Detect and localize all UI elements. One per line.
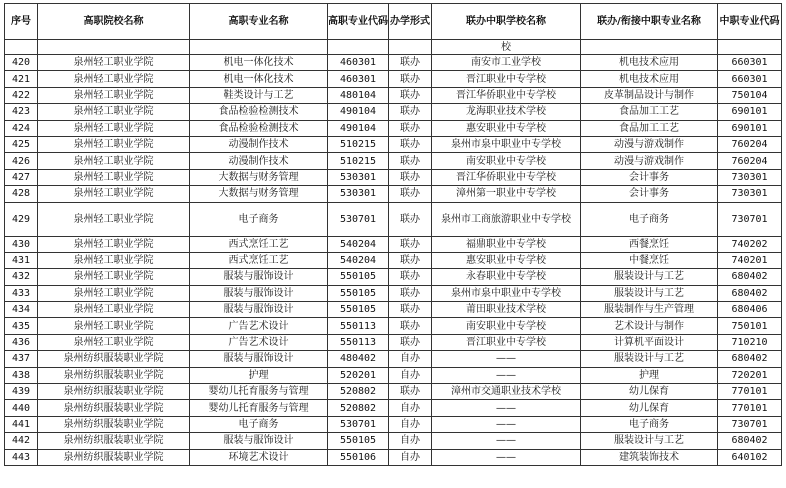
cell-sec-code: 660301 (718, 55, 782, 71)
cell-school: 泉州轻工职业学院 (38, 136, 190, 152)
cell-sec-major: 建筑装饰技术 (581, 449, 718, 465)
cell-code: 550113 (328, 334, 389, 350)
cell-major: 广告艺术设计 (190, 318, 328, 334)
cell-major: 电子商务 (190, 416, 328, 432)
cell-mode: 联办 (389, 252, 432, 268)
table-row (5, 120, 782, 136)
cell-code: 530701 (328, 416, 389, 432)
cell-sec-code: 740202 (718, 236, 782, 252)
table-row (5, 433, 782, 449)
cell-sec-code: 680406 (718, 302, 782, 318)
table-row (5, 285, 782, 301)
cell-sec-code: 740201 (718, 252, 782, 268)
cell-sec-major: 动漫与游戏制作 (581, 136, 718, 152)
cell-sec-code: 760204 (718, 136, 782, 152)
cell-sec-code: 660301 (718, 71, 782, 87)
cell-major: 婴幼儿托育服务与管理 (190, 400, 328, 416)
cell-partner: 泉州市工商旅游职业中专学校 (432, 202, 581, 236)
cell-sec-major: 皮革制品设计与制作 (581, 87, 718, 103)
cell-sec-code: 730301 (718, 186, 782, 202)
cell-code: 550105 (328, 433, 389, 449)
cell-code: 550113 (328, 318, 389, 334)
table-row (5, 252, 782, 268)
cell-school: 泉州轻工职业学院 (38, 252, 190, 268)
cell-sec-major: 会计事务 (581, 186, 718, 202)
table-row (5, 153, 782, 169)
cell-major: 西式烹饪工艺 (190, 252, 328, 268)
cell-seq: 439 (5, 384, 38, 400)
cell-code: 520201 (328, 367, 389, 383)
cell-mode: 联办 (389, 236, 432, 252)
cell-sec-major: 服装设计与工艺 (581, 433, 718, 449)
cell-seq: 441 (5, 416, 38, 432)
cell-partner: —— (432, 449, 581, 465)
header-seq: 序号 (5, 4, 38, 40)
cell-sec-code: 770101 (718, 384, 782, 400)
cell-school: 泉州轻工职业学院 (38, 236, 190, 252)
cell-mode: 联办 (389, 55, 432, 71)
cell-sec-major: 西餐烹饪 (581, 236, 718, 252)
cell-seq: 423 (5, 104, 38, 120)
header-school: 高职院校名称 (38, 4, 190, 40)
cell-partner: —— (432, 433, 581, 449)
cell-sec-major: 机电技术应用 (581, 55, 718, 71)
cell-partner: 永春职业中专学校 (432, 269, 581, 285)
header-sec-major: 联办/衔接中职专业名称 (581, 4, 718, 40)
cell-seq: 425 (5, 136, 38, 152)
table-row (5, 302, 782, 318)
cell-partner: 福鼎职业中专学校 (432, 236, 581, 252)
cell-school: 泉州纺织服装职业学院 (38, 449, 190, 465)
cell-sec-code: 730301 (718, 169, 782, 185)
cell-partner: 晋江华侨职业中专学校 (432, 169, 581, 185)
cell-seq: 427 (5, 169, 38, 185)
cell-seq: 426 (5, 153, 38, 169)
cell-school: 泉州轻工职业学院 (38, 318, 190, 334)
cell-code: 510215 (328, 153, 389, 169)
cell-code: 490104 (328, 104, 389, 120)
cell-mode: 联办 (389, 169, 432, 185)
cell-partner: —— (432, 367, 581, 383)
table-row (5, 169, 782, 185)
table-row (5, 351, 782, 367)
table-row (5, 202, 782, 236)
cell-sec-major: 动漫与游戏制作 (581, 153, 718, 169)
cell-school: 泉州轻工职业学院 (38, 269, 190, 285)
cell-partner: 晋江职业中专学校 (432, 334, 581, 350)
header-partner: 联办中职学校名称 (432, 4, 581, 40)
cell-school: 泉州纺织服装职业学院 (38, 400, 190, 416)
cell-sec-code: 690101 (718, 104, 782, 120)
table-row (5, 236, 782, 252)
cell-sec-major: 食品加工工艺 (581, 104, 718, 120)
cell-school: 泉州轻工职业学院 (38, 334, 190, 350)
cell-sec-code: 750104 (718, 87, 782, 103)
cell-sec-major: 艺术设计与制作 (581, 318, 718, 334)
cell-sec-major: 服装制作与生产管理 (581, 302, 718, 318)
cell-major: 服装与服饰设计 (190, 285, 328, 301)
cell-major: 婴幼儿托育服务与管理 (190, 384, 328, 400)
cell-school: 泉州轻工职业学院 (38, 285, 190, 301)
cell-sec-major: 服装设计与工艺 (581, 351, 718, 367)
table-row (5, 367, 782, 383)
cell-code: 490104 (328, 120, 389, 136)
cell-mode: 自办 (389, 449, 432, 465)
cell-mode: 联办 (389, 285, 432, 301)
cell-school: 泉州轻工职业学院 (38, 153, 190, 169)
cell-mode: 自办 (389, 400, 432, 416)
cell-partner: 晋江职业中专学校 (432, 71, 581, 87)
cell-major: 大数据与财务管理 (190, 169, 328, 185)
cell-major: 食品检验检测技术 (190, 104, 328, 120)
cell-sec-code: 760204 (718, 153, 782, 169)
cell-mode: 联办 (389, 87, 432, 103)
table-row (5, 449, 782, 465)
cell-school: 泉州纺织服装职业学院 (38, 351, 190, 367)
cell-sec-major: 机电技术应用 (581, 71, 718, 87)
cell-seq: 443 (5, 449, 38, 465)
cell-major: 服装与服饰设计 (190, 433, 328, 449)
cell-seq: 428 (5, 186, 38, 202)
cell-seq: 437 (5, 351, 38, 367)
cell-major: 服装与服饰设计 (190, 302, 328, 318)
cell-partner: 泉州市泉中职业中专学校 (432, 285, 581, 301)
cell-sec-major: 幼儿保育 (581, 384, 718, 400)
cell-school: 泉州纺织服装职业学院 (38, 416, 190, 432)
cell-major: 大数据与财务管理 (190, 186, 328, 202)
cell-major: 环境艺术设计 (190, 449, 328, 465)
cell-mode: 联办 (389, 104, 432, 120)
cell-major: 机电一体化技术 (190, 55, 328, 71)
cell-code: 530301 (328, 186, 389, 202)
table-row (5, 318, 782, 334)
table-row (5, 416, 782, 432)
cell-seq: 438 (5, 367, 38, 383)
cell-mode: 联办 (389, 153, 432, 169)
header-row (5, 4, 782, 40)
cell-sec-code: 720201 (718, 367, 782, 383)
cell-major: 动漫制作技术 (190, 153, 328, 169)
cell-partner: 漳州市交通职业技术学校 (432, 384, 581, 400)
cell-mode: 联办 (389, 269, 432, 285)
cell-sec-major: 食品加工工艺 (581, 120, 718, 136)
cell-code: 520802 (328, 384, 389, 400)
cell-partner: 南安市工业学校 (432, 55, 581, 71)
cell-code: 460301 (328, 55, 389, 71)
cell-seq: 434 (5, 302, 38, 318)
cell-seq: 429 (5, 202, 38, 236)
cell-school: 泉州轻工职业学院 (38, 302, 190, 318)
cell-seq: 430 (5, 236, 38, 252)
table-row (5, 384, 782, 400)
cell-sec-code: 640102 (718, 449, 782, 465)
header-sec-code: 中职专业代码 (718, 4, 782, 40)
cell-code: 530301 (328, 169, 389, 185)
cell-code: 550105 (328, 285, 389, 301)
cell-partner: 南安职业中专学校 (432, 318, 581, 334)
continuation-cell: 校 (432, 40, 581, 55)
cell-school: 泉州轻工职业学院 (38, 120, 190, 136)
cell-sec-major: 幼儿保育 (581, 400, 718, 416)
cell-major: 护理 (190, 367, 328, 383)
cell-sec-code: 690101 (718, 120, 782, 136)
table-row (5, 136, 782, 152)
cell-major: 服装与服饰设计 (190, 351, 328, 367)
table-row (5, 269, 782, 285)
cell-mode: 自办 (389, 416, 432, 432)
cell-school: 泉州轻工职业学院 (38, 186, 190, 202)
cell-partner: 莆田职业技术学校 (432, 302, 581, 318)
cell-mode: 联办 (389, 136, 432, 152)
cell-seq: 432 (5, 269, 38, 285)
cell-sec-major: 电子商务 (581, 202, 718, 236)
cell-school: 泉州轻工职业学院 (38, 71, 190, 87)
cell-school: 泉州轻工职业学院 (38, 202, 190, 236)
cell-major: 食品检验检测技术 (190, 120, 328, 136)
cell-sec-code: 710210 (718, 334, 782, 350)
cell-mode: 自办 (389, 433, 432, 449)
cell-partner: 晋江华侨职业中专学校 (432, 87, 581, 103)
table-row (5, 104, 782, 120)
cell-code: 510215 (328, 136, 389, 152)
cell-sec-code: 680402 (718, 285, 782, 301)
cell-sec-code: 680402 (718, 269, 782, 285)
cell-partner: —— (432, 416, 581, 432)
cell-seq: 424 (5, 120, 38, 136)
cell-partner: 漳州第一职业中专学校 (432, 186, 581, 202)
cell-partner: 龙海职业技术学校 (432, 104, 581, 120)
cell-mode: 联办 (389, 384, 432, 400)
cell-partner: 惠安职业中专学校 (432, 120, 581, 136)
cell-major: 服装与服饰设计 (190, 269, 328, 285)
cell-code: 460301 (328, 71, 389, 87)
cell-mode: 联办 (389, 202, 432, 236)
cell-sec-major: 会计事务 (581, 169, 718, 185)
cell-code: 520802 (328, 400, 389, 416)
cell-code: 550105 (328, 269, 389, 285)
cell-seq: 433 (5, 285, 38, 301)
cell-code: 480402 (328, 351, 389, 367)
cell-mode: 自办 (389, 351, 432, 367)
cell-major: 电子商务 (190, 202, 328, 236)
table-row (5, 55, 782, 71)
enrollment-table (4, 3, 782, 466)
continuation-row (5, 40, 782, 55)
cell-school: 泉州轻工职业学院 (38, 87, 190, 103)
cell-sec-major: 计算机平面设计 (581, 334, 718, 350)
cell-partner: 泉州市泉中职业中专学校 (432, 136, 581, 152)
cell-sec-code: 770101 (718, 400, 782, 416)
cell-code: 540204 (328, 236, 389, 252)
cell-partner: 南安职业中专学校 (432, 153, 581, 169)
cell-sec-code: 750101 (718, 318, 782, 334)
cell-partner: —— (432, 400, 581, 416)
cell-code: 550105 (328, 302, 389, 318)
cell-code: 480104 (328, 87, 389, 103)
header-major: 高职专业名称 (190, 4, 328, 40)
table-row (5, 186, 782, 202)
cell-sec-major: 服装设计与工艺 (581, 269, 718, 285)
cell-sec-major: 护理 (581, 367, 718, 383)
cell-seq: 422 (5, 87, 38, 103)
cell-school: 泉州纺织服装职业学院 (38, 367, 190, 383)
cell-mode: 联办 (389, 334, 432, 350)
cell-sec-major: 中餐烹饪 (581, 252, 718, 268)
cell-school: 泉州纺织服装职业学院 (38, 433, 190, 449)
cell-major: 动漫制作技术 (190, 136, 328, 152)
cell-partner: 惠安职业中专学校 (432, 252, 581, 268)
table-row (5, 400, 782, 416)
cell-school: 泉州轻工职业学院 (38, 55, 190, 71)
cell-sec-code: 730701 (718, 416, 782, 432)
cell-seq: 435 (5, 318, 38, 334)
cell-seq: 431 (5, 252, 38, 268)
cell-seq: 420 (5, 55, 38, 71)
cell-mode: 联办 (389, 302, 432, 318)
cell-major: 机电一体化技术 (190, 71, 328, 87)
cell-seq: 440 (5, 400, 38, 416)
cell-sec-major: 服装设计与工艺 (581, 285, 718, 301)
header-code: 高职专业代码 (328, 4, 389, 40)
table-body (5, 40, 782, 466)
cell-seq: 442 (5, 433, 38, 449)
cell-partner: —— (432, 351, 581, 367)
cell-major: 鞋类设计与工艺 (190, 87, 328, 103)
cell-mode: 联办 (389, 186, 432, 202)
cell-mode: 联办 (389, 318, 432, 334)
cell-sec-major: 电子商务 (581, 416, 718, 432)
cell-mode: 自办 (389, 367, 432, 383)
cell-seq: 421 (5, 71, 38, 87)
table-row (5, 87, 782, 103)
cell-sec-code: 730701 (718, 202, 782, 236)
cell-school: 泉州轻工职业学院 (38, 104, 190, 120)
cell-sec-code: 680402 (718, 351, 782, 367)
cell-mode: 联办 (389, 71, 432, 87)
cell-major: 广告艺术设计 (190, 334, 328, 350)
cell-school: 泉州纺织服装职业学院 (38, 384, 190, 400)
cell-seq: 436 (5, 334, 38, 350)
cell-major: 西式烹饪工艺 (190, 236, 328, 252)
table-row (5, 334, 782, 350)
table-row (5, 71, 782, 87)
cell-code: 540204 (328, 252, 389, 268)
cell-school: 泉州轻工职业学院 (38, 169, 190, 185)
cell-sec-code: 680402 (718, 433, 782, 449)
cell-mode: 联办 (389, 120, 432, 136)
cell-code: 550106 (328, 449, 389, 465)
cell-code: 530701 (328, 202, 389, 236)
header-mode: 办学形式 (389, 4, 432, 40)
